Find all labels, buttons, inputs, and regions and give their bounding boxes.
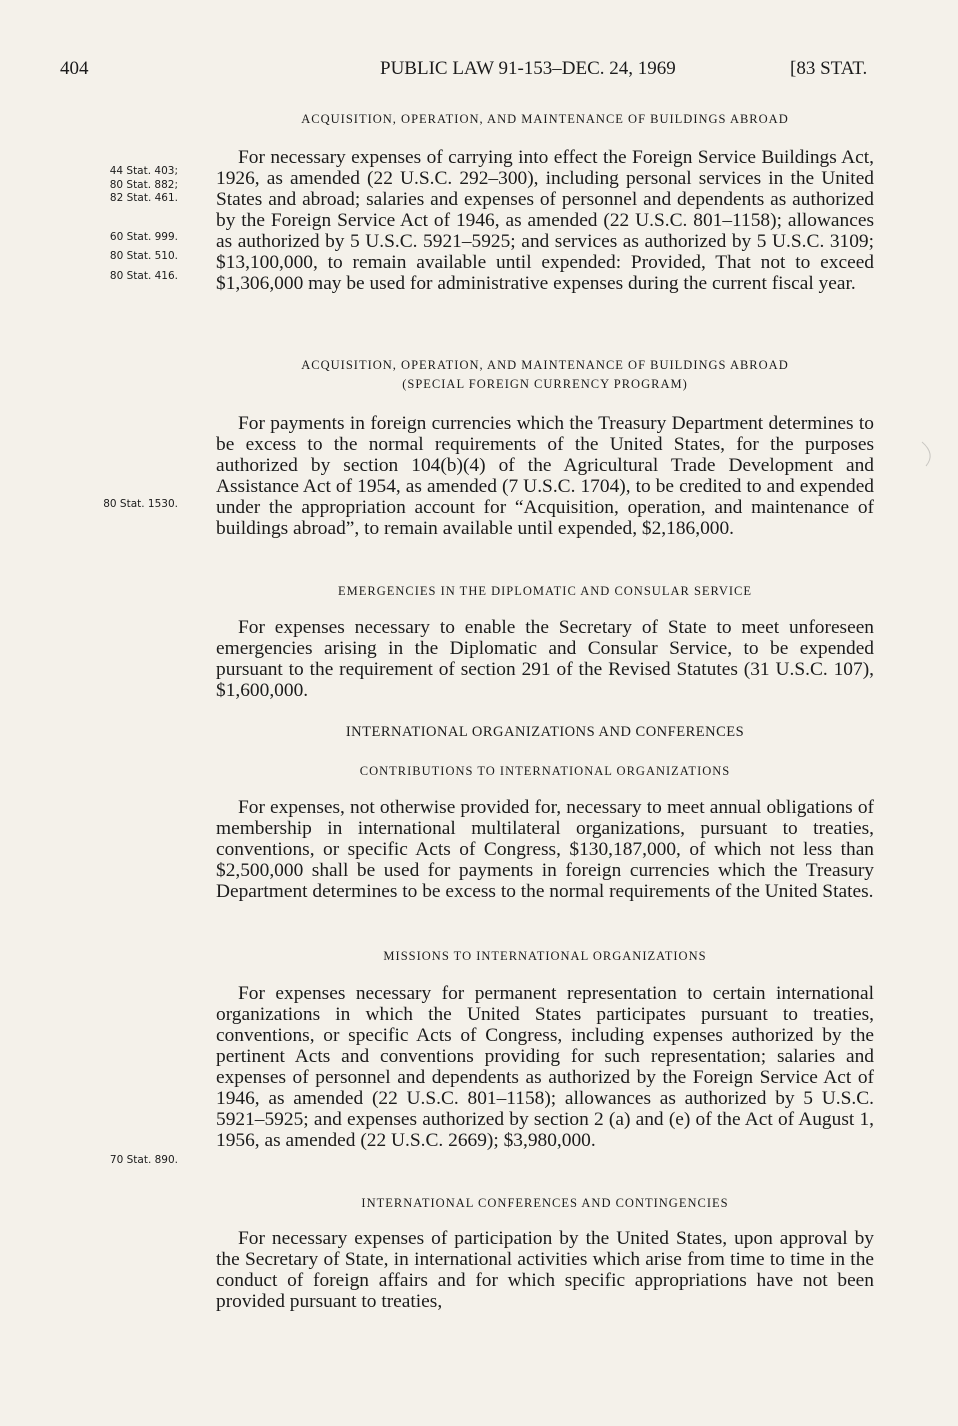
margin-note: 70 Stat. 890. <box>109 1154 178 1166</box>
section-text-special-foreign: For payments in foreign currencies which the Treasury Department determines to be excess to the normal requirements of the United States, for the purposes authorized by section 104(b)(4) of the Agricultural Trade Development and Assistance Act of 1954, as amended (7 U.S.C. 1704), to be credited to and expended under the appropriation account for “Acquisition, operation, and maintenance of buildings abroad”, to remain available until expended, $2,186,000. <box>216 413 874 539</box>
page-number: 404 <box>60 58 89 79</box>
section-text-buildings-abroad: For necessary expenses of carrying into effect the Foreign Service Buildings Act, 1926, as amended (22 U.S.C. 292–300), including personal services in the United States and abroad; salaries and expenses of personnel and dependents as authorized by the Foreign Service Act of 1946, as amended (22 U.S.C. 801–1158); allowances as authorized by 5 U.S.C. 5921–5925; and services as authorized by 5 U.S.C. 3109; $13,100,000, to remain available until expended: Provided, That not to exceed $1,306,000 may be used for administrative expenses during the current fiscal year. <box>216 147 874 294</box>
section-text-emergencies: For expenses necessary to enable the Secretary of State to meet unforeseen emergencies arising in the Diplomatic and Consular Service, to be expended pursuant to the requirement of section 291 of the Revised Statutes (31 U.S.C. 107), $1,600,000. <box>216 617 874 701</box>
title-heading-international-organizations: INTERNATIONAL ORGANIZATIONS AND CONFERENCES <box>345 724 745 740</box>
running-title: PUBLIC LAW 91-153–DEC. 24, 1969 <box>380 58 676 79</box>
section-heading-special-foreign-line1: ACQUISITION, OPERATION, AND MAINTENANCE OF BUILDINGS ABROAD <box>301 358 789 372</box>
section-heading-contributions: CONTRIBUTIONS TO INTERNATIONAL ORGANIZATIONS <box>359 764 731 778</box>
margin-note: 80 Stat. 416. <box>109 270 178 282</box>
margin-note: 80 Stat. 510. <box>109 250 178 262</box>
margin-note: 44 Stat. 403; 80 Stat. 882; 82 Stat. 461. <box>109 165 178 204</box>
section-heading-missions: MISSIONS TO INTERNATIONAL ORGANIZATIONS <box>383 949 707 963</box>
section-heading-buildings-abroad: ACQUISITION, OPERATION, AND MAINTENANCE OF BUILDINGS ABROAD <box>301 112 789 126</box>
section-heading-emergencies: EMERGENCIES IN THE DIPLOMATIC AND CONSULAR SERVICE <box>337 584 753 598</box>
section-heading-conferences: INTERNATIONAL CONFERENCES AND CONTINGENCIES <box>361 1196 729 1210</box>
volume-reference: [83 STAT. <box>790 58 868 79</box>
section-text-contributions: For expenses, not otherwise provided for, necessary to meet annual obligations of membership in international multilateral organizations, pursuant to treaties, conventions, or specific Acts of Congress, $130,187,000, of which not less than $2,500,000 shall be used for payments in foreign currencies which the Treasury Department determines to be excess to the normal requirements of the United States. <box>216 797 874 902</box>
section-heading-special-foreign-line2: (SPECIAL FOREIGN CURRENCY PROGRAM) <box>402 377 688 391</box>
margin-note: 60 Stat. 999. <box>109 231 178 243</box>
paper-mark-decoration <box>920 440 940 470</box>
margin-note: 80 Stat. 1530. <box>103 498 178 510</box>
section-text-missions: For expenses necessary for permanent representation to certain international organizations in which the United States participates pursuant to treaties, conventions, or specific Acts of Congress, including expenses authorized by the pertinent Acts and conventions providing for such representation; salaries and expenses of personnel and dependents as authorized by the Foreign Service Act of 1946, as amended (22 U.S.C. 801–1158); allowances as authorized by 5 U.S.C. 5921–5925; and expenses authorized by section 2 (a) and (e) of the Act of August 1, 1956, as amended (22 U.S.C. 2669); $3,980,000. <box>216 983 874 1151</box>
section-text-conferences: For necessary expenses of participation by the United States, upon approval by the Secretary of State, in international activities which arise from time to time in the conduct of foreign affairs and for which specific appropriations have not been provided pursuant to treaties, <box>216 1228 874 1312</box>
